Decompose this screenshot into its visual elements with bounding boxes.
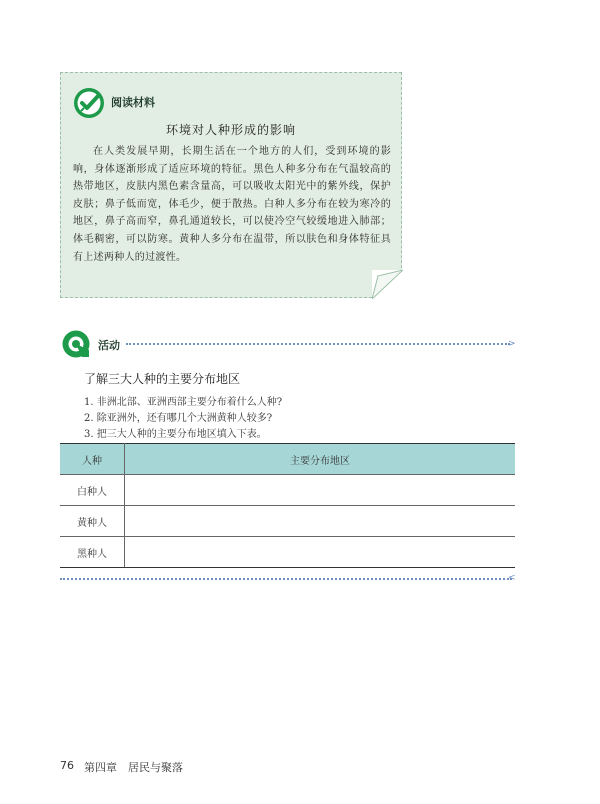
region-cell[interactable]: [125, 475, 516, 506]
reading-material-box: [60, 72, 402, 298]
header-region: 主要分布地区: [125, 444, 516, 475]
activity-label: 活动: [98, 339, 120, 352]
reading-title: 环境对人种形成的影响: [165, 123, 296, 137]
header-race: 人种: [60, 444, 125, 475]
page-number: 76: [60, 759, 74, 772]
reading-material-label: 阅读材料: [111, 96, 155, 109]
region-cell[interactable]: [125, 537, 516, 568]
table-row: [60, 537, 515, 568]
race-cell: 黄种人: [60, 506, 125, 537]
question-1: 1. 非洲北部、亚洲西部主要分布着什么人种?: [84, 397, 283, 408]
table-header-row: [60, 444, 515, 475]
region-cell[interactable]: [125, 506, 516, 537]
chapter-title: 第四章 居民与聚落: [84, 761, 183, 774]
activity-end-divider: [60, 578, 512, 580]
page-curl-decoration: [372, 270, 402, 298]
race-cell: 黑种人: [60, 537, 125, 568]
arrow-left-icon: <: [508, 573, 516, 583]
pencil-check-icon: [73, 87, 105, 119]
question-2: 2. 除亚洲外，还有哪几个大洲黄种人较多?: [84, 413, 273, 424]
race-cell: 白种人: [60, 475, 125, 506]
table-row: [60, 506, 515, 537]
race-distribution-table: [60, 443, 515, 568]
activity-icon: [62, 330, 90, 358]
activity-divider: [126, 343, 510, 345]
activity-heading: 了解三大人种的主要分布地区: [84, 372, 241, 386]
table-row: [60, 475, 515, 506]
question-3: 3. 把三大人种的主要分布地区填入下表。: [84, 429, 267, 440]
reading-body: 在人类发展早期，长期生活在一个地方的人们，受到环境的影响，身体逐渐形成了适应环境的特征。黑色人种多分布在气温较高的热带地区，皮肤内黑色素含量高，可以吸收太阳光中的紫外线，保护皮肤；鼻子低而宽，体毛少，便于散热。白种人多分布在较为寒冷的地区，鼻子高而窄，鼻孔通道较长，可以使冷空气较缓地进入肺部；体毛稠密，可以防寒。黄种人多分布在温带，所以肤色和身体特征具有上述两种人的过渡性。: [73, 146, 391, 263]
arrow-right-icon: >: [508, 339, 516, 349]
